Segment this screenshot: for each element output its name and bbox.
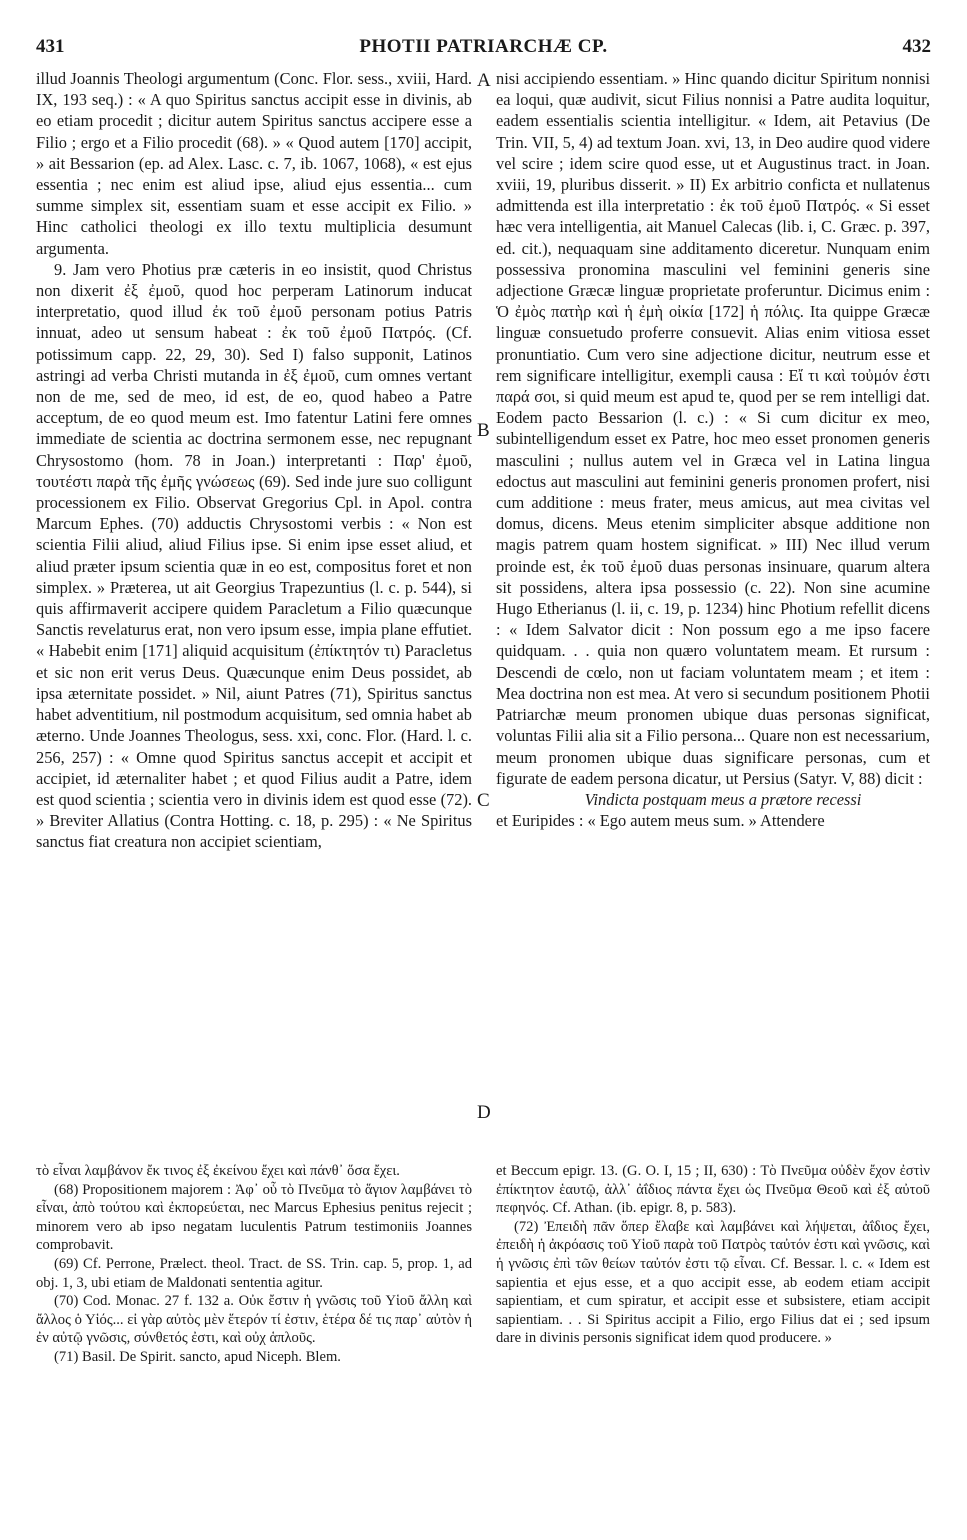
page-number-right: 432	[902, 36, 931, 57]
footnote: (68) Propositionem majorem : Ἀφ᾽ οὗ τὸ Πνεῦμα τὸ ἅγιον λαμβάνει τὸ εἶναι, ἀπὸ τούτου καὶ ἐκπορεύεται, nec Marcus Ephesius penitus rejecit ; minorem vero ab ipso negatam luculentis Patrum testimoniis Joannes comprobavit.	[36, 1181, 472, 1254]
running-header	[36, 32, 931, 62]
margin-letter-b: B	[477, 420, 490, 441]
paragraph: illud Joannis Theologi argumentum (Conc. Flor. sess., xviii, Hard. IX, 193 seq.) : « A quo Spiritus sanctus accipit esse in divinis, ab eo etiam procedit ; dicitur autem Spiritus sanctus accipere esse a Filio ; ergo et a Filio procedit (68). » « Quod autem [170] accipit, » ait Bessarion (ep. ad Alex. Lasc. c. 7, ib. 1067, 1068), « est ejus essentia ; nec enim est aliud ipse, aliud ejus essentia... cum summe simplex sit, essentiam suam et esse accipit ex Filio. » Hinc catholici theologi ex illo textu multiplicia desumunt argumenta.	[36, 69, 472, 258]
verse-quotation: Vindicta postquam meus a prætore recessi	[584, 789, 862, 809]
footnote: (69) Cf. Perrone, Prælect. theol. Tract. de SS. Trin. cap. 5, prop. 1, ad obj. 1, 3, ubi etiam de Maldonati sententia agitur.	[36, 1255, 472, 1291]
margin-letter-c: C	[477, 790, 490, 811]
paragraph: 9. Jam vero Photius præ cæteris in eo insistit, quod Christus non dixerit ἐξ ἐμοῦ, quod hoc perperam Latinorum inducat interpretatio, quod illud ἐκ τοῦ ἐμοῦ personam potius Patris innuat, adeo ut sensum habeat : ἐκ τοῦ ἐμοῦ Πατρός. (Cf. potissimum capp. 22, 29, 30). Sed I) falso supponit, Latinos astringi ad verba Christi mutanda in ἐξ ἐμοῦ, cum omnes vertant non de me, sed de meo, id est, de eo, quod habeo a Patre acceptum, de eo quod meum est. Imo fatentur Latini fere omnes immediate de scientia ac doctrina sermonem esse, nec repugnant Chrysostomo (hom. 78 in Joan.) interpretanti : Παρ' ἐμοῦ, τουτέστι παρὰ τῆς ἐμῆς γνώσεως (69). Sed inde jure suo colligunt processionem ex Filio. Observat Gregorius Cpl. in Apol. contra Marcum Ephes. (70) adductis Chrysostomi verbis : « Non est scientia Filii aliud, aliud Filius ipse. Si enim ipse esset aliud, et aliud præter ipsum scientia quæ in eo est, compositus foret et non simplex. » Præterea, ut ait Georgius Trapezuntius (l. c. p. 544), si quis affirmaverit accipere quidem Paracletum a Filio quæcunque Sanctis revelaturus erat, non vero ipsum esse, impia plane effutiet. « Habebit enim [171] aliquid acquisitum (ἐπίκτητόν τι) Paracletus et sic non erit verus Deus. Quæcunque enim Deus possidet, ab ipsa æternitate possidet. » Nil, aiunt Patres (71), Spiritus sanctus habet adventitium, nil postmodum acquisitum, sed omnia habet ab æterno. Unde Joannes Theologus, sess. xxi, conc. Flor. (Hard. l. c. 256, 257) : « Omne quod Spiritus sanctus accepit et accipit et accipiet, id æternaliter habet ; et quod Filius audit a Patre, idem est quod scientia ; scientia vero in divinis idem est quod esse (72). » Breviter Allatius (Contra Hotting. c. 18, p. 295) : « Ne Spiritus sanctus fiat creatura non accipiet scientiam,	[36, 259, 472, 852]
paragraph: nisi accipiendo essentiam. » Hinc quando dicitur Spiritum nonnisi ea loqui, quæ audivit, sicut Filius nonnisi a Patre audita loquitur, eadem essentialis scientia intelligitur. « Idem, ait Petavius (De Trin. VII, 5, 4) ad textum Joan. xvi, 13, in Deo audire quod videre vel scire ; idem scire quod esse, ut et Augustinus tract. in Joan. xviii, 19, pluribus disserit. » II) Ex arbitrio conficta et nullatenus admittenda est illa interpretatio : ἐκ τοῦ ἐμοῦ Πατρός. « Si esset hæc vera intelligentia, ait Manuel Calecas (lib. i, C. Græc. p. 397, ed. cit.), nequaquam sine additamento diceretur. Nunquam enim possessiva pronomina masculini vel feminini generis sine adjectione Græcæ linguæ proprietate proferuntur. Dicimus enim : Ὁ ἐμὸς πατὴρ καὶ ἡ ἐμὴ οἰκία [172] ἡ πόλις. Ita quippe Græcæ linguæ consuetudo proferre consuevit. Alias enim vitiosa esset pronuntiatio. Cum vero sine adjectione dicitur, neutrum esse et rem significare intelligitur, exempli causa : Εἴ τι καὶ τοὐμόν ἐστι παρά σοι, si quid meum est apud te, quod per se rem intelligi dat. Eodem pacto Bessarion (l. c.) : « Si cum dicitur ex meo, subintelligendum esset ex Patre, hoc meo esset pronomen generis masculini ; nullus autem vel in Græca vel in Latina lingua edoctus aut masculini aut feminini generis pronomen profert, nisi cum additione : meus frater, meus amicus, aut mea civitas vel domus, dicens. Meus etenim simpliciter absque additione non magis patrem quam hostem significat. » III) Nec illud verum proinde est, ἐκ τοῦ ἐμοῦ duas personas insinuare, quarum altera sit possidens, altera ipsa possessio (c. 22). Non sine acumine Hugo Etherianus (l. ii, c. 19, p. 1234) hinc Photium refellit dicens : « Idem Salvator dicit : Non possum ego a me ipso facere quidquam. . . quia non quæro voluntatem meam. Et rursum : Descendi de cœlo, non ut faciam voluntatem meam ; et item : Mea doctrina non est mea. At vero si secundum positionem Photii Patriarchæ meum pronomen ubique duas personas significat, voluntas Filii alia sit a Filio persona... Quare non est necessarium, meum pronomen ubique duas significare personas, cum et figurate de eadem persona dicatur, ut Persius (Satyr. V, 88) dicit :	[496, 69, 930, 788]
footnote: τὸ εἶναι λαμβάνον ἔκ τινος ἐξ ἐκείνου ἔχει καὶ πάνθ᾽ ὅσα ἔχει.	[36, 1163, 400, 1179]
page-number-left: 431	[36, 36, 65, 57]
main-text-right-column	[496, 68, 930, 831]
margin-letter-a: A	[477, 70, 491, 91]
footnote: (70) Cod. Monac. 27 f. 132 a. Οὐκ ἔστιν ἡ γνῶσις τοῦ Υἱοῦ ἄλλη καὶ ἄλλος ὁ Υἱός... εἰ γὰρ αὐτὸς μὲν ἕτερόν τί ἐστιν, ἑτέρα δέ τις παρ᾽ αὐτὸν ἡ ἐν αὐτῷ γνῶσις, σύνθετός ἐστι, καὶ οὐχ ἁπλοῦς.	[36, 1293, 472, 1347]
footnote: et Beccum epigr. 13. (G. O. I, 15 ; II, 630) : Τὸ Πνεῦμα οὐδὲν ἔχον ἐστὶν ἐπίκτητον ἑαυτῷ, ἀλλ᾽ ἀΐδιος πάντα ἔχει ὡς Πνεῦμα Θεοῦ καὶ ἐξ αὐτοῦ πεφηνός. Cf. Athan. (ib. epigr. 8, p. 583).	[496, 1163, 930, 1217]
footnotes-right-column	[496, 1162, 930, 1348]
footnotes-left-column	[36, 1162, 472, 1367]
paragraph: et Euripides : « Ego autem meus sum. » Attendere	[496, 811, 825, 831]
footnote: (72) Ἐπειδὴ πᾶν ὅπερ ἔλαβε καὶ λαμβάνει καὶ λήψεται, ἀΐδιος ἔχει, ἐπειδὴ ἡ ἀκρόασις τοῦ Υἱοῦ παρὰ τοῦ Πατρὸς ταὐτόν ἐστι καὶ γνῶσις, καὶ ἡ γνῶσις ἐπὶ τῶν θείων ταὐτόν ἐστι τῷ εἶναι. Cf. Bessar. l. c. « Idem est sapientia et ejus esse, et a quo accipit esse, ab eodem etiam accipit sapientiam, et cum spiratur, et accipit esse et subsistere, etiam accipit sapientiam. . . Si Spiritus accipit a Filio, ergo Filius dat ei ; sed ipsum dare in divinis personis significat idem quod producere. »	[496, 1218, 930, 1347]
margin-letter-d: D	[477, 1102, 491, 1123]
main-text-left-column	[36, 68, 472, 853]
running-title: PHOTII PATRIARCHÆ CP.	[359, 36, 608, 57]
footnote: (71) Basil. De Spirit. sancto, apud Niceph. Blem.	[54, 1348, 341, 1365]
